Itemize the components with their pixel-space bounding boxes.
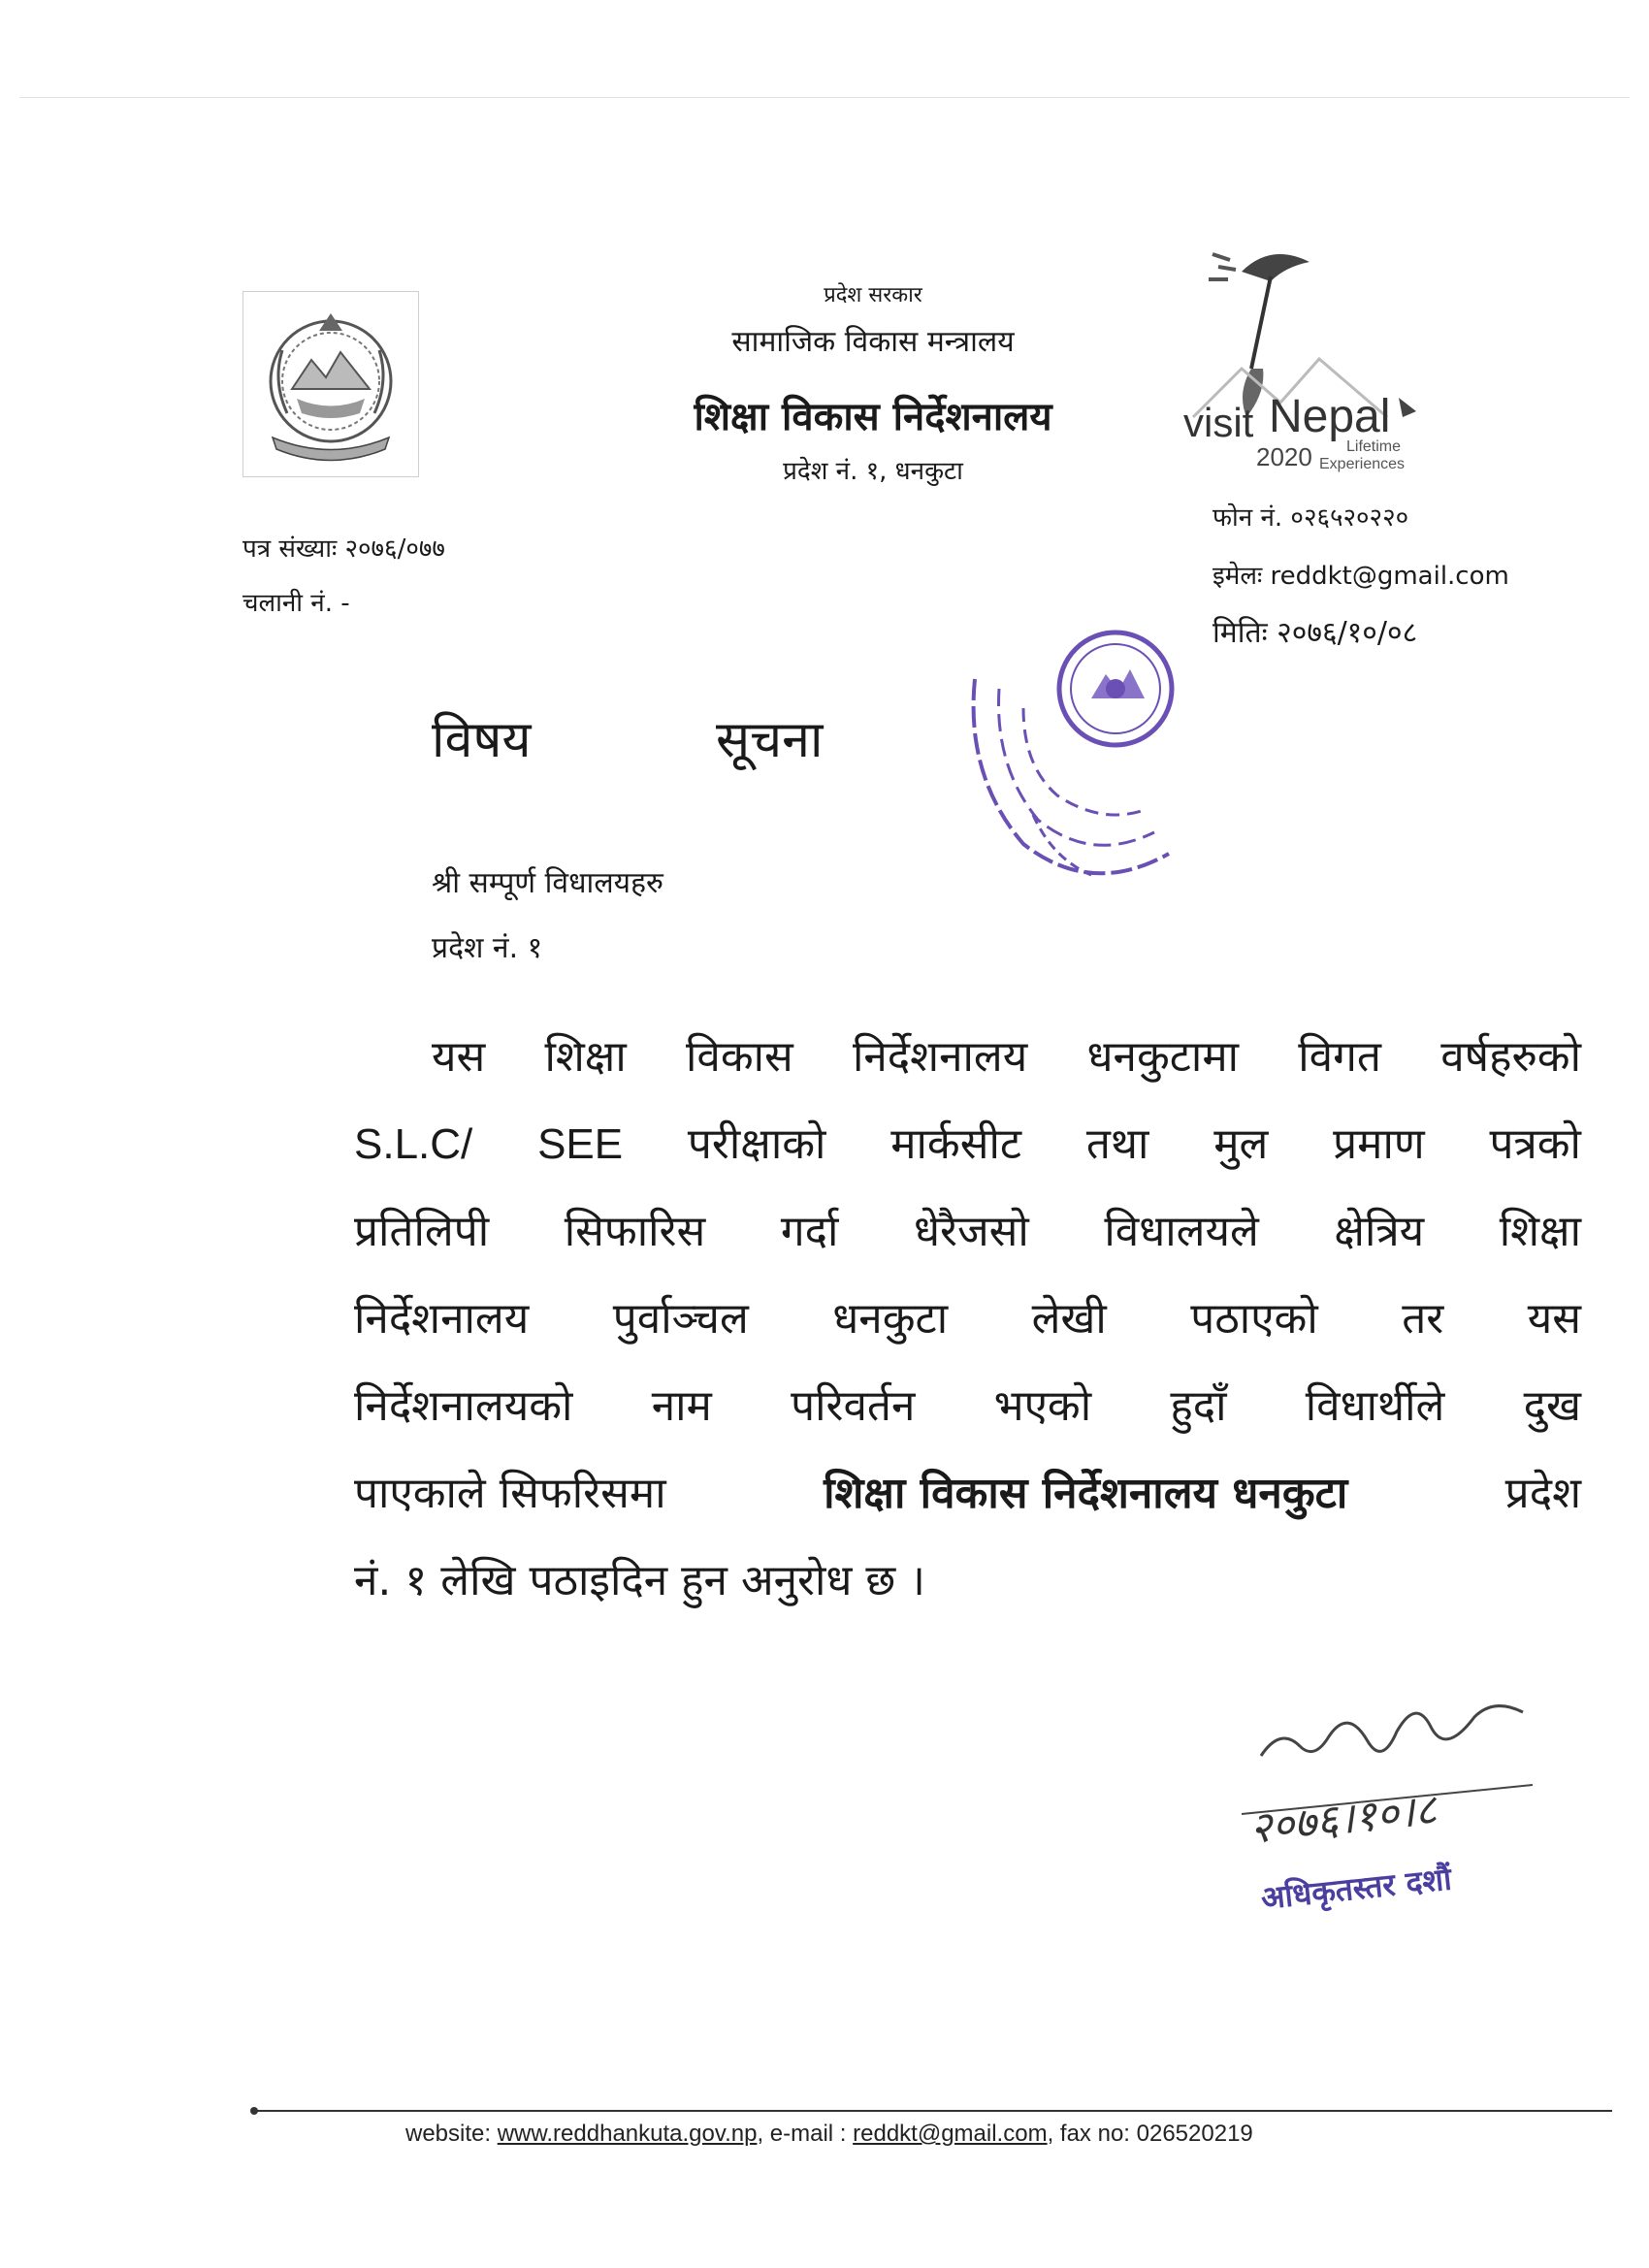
body-word: पत्रको bbox=[1489, 1119, 1581, 1169]
body-word: मार्कसीट bbox=[890, 1119, 1022, 1169]
body-word: विगत bbox=[1298, 1032, 1381, 1082]
header-ministry: सामाजिक विकास मन्त्रालय bbox=[731, 325, 1015, 359]
body-text-end: प्रदेश bbox=[1504, 1469, 1581, 1518]
body-line-5 bbox=[354, 1363, 1581, 1450]
addressee-line1: श्री सम्पूर्ण विधालयहरु bbox=[432, 866, 663, 900]
body-word: मुल bbox=[1213, 1119, 1269, 1169]
body-word: पठाएको bbox=[1190, 1294, 1318, 1344]
body-word: विधार्थीले bbox=[1305, 1381, 1445, 1431]
body-line-3 bbox=[354, 1188, 1581, 1276]
body-word: SEE bbox=[537, 1120, 624, 1168]
email-address: इमेलः reddkt@gmail.com bbox=[1212, 562, 1509, 591]
body-word: निर्देशनालय bbox=[852, 1032, 1028, 1082]
signatory-designation: अधिकृतस्तर दशौं bbox=[1259, 1860, 1454, 1917]
body-text-closing: नं. १ लेखि पठाइदिन हुन अनुरोध छ । bbox=[354, 1556, 925, 1605]
addressee-line2: प्रदेश नं. १ bbox=[432, 931, 543, 965]
body-word: यस bbox=[432, 1032, 486, 1082]
body-word: शिक्षा bbox=[544, 1032, 627, 1082]
handwritten-signature bbox=[1222, 1688, 1552, 1863]
website-label: website: bbox=[405, 2121, 492, 2147]
header-directorate: शिक्षा विकास निर्देशनालय bbox=[694, 395, 1052, 439]
body-word: तथा bbox=[1085, 1119, 1149, 1169]
body-word: धेरैजसो bbox=[913, 1207, 1029, 1256]
letter-date: मितिः २०७६/१०/०८ bbox=[1212, 616, 1418, 650]
email-link[interactable]: reddkt@gmail.com bbox=[853, 2121, 1048, 2147]
body-word: क्षेत्रिय bbox=[1334, 1207, 1425, 1256]
visit-text: visit bbox=[1183, 400, 1254, 445]
body-word: शिक्षा bbox=[1499, 1207, 1581, 1256]
body-word: S.L.C/ bbox=[354, 1120, 473, 1168]
body-line-1 bbox=[354, 1014, 1581, 1101]
subject-label: विषय bbox=[432, 711, 532, 769]
body-word: विकास bbox=[685, 1032, 793, 1082]
email-label: , e-mail : bbox=[757, 2121, 847, 2147]
body-word: धनकुटा bbox=[832, 1294, 949, 1344]
body-word: पुर्वाञ्चल bbox=[612, 1294, 749, 1344]
body-word: दुख bbox=[1523, 1381, 1581, 1431]
body-word: सिफारिस bbox=[564, 1207, 706, 1256]
body-word: धनकुटामा bbox=[1086, 1032, 1240, 1082]
body-word: विधालयले bbox=[1104, 1207, 1259, 1256]
footer-contact bbox=[405, 2121, 1253, 2148]
notice-body bbox=[354, 1014, 1581, 1625]
body-word: गर्दा bbox=[780, 1207, 839, 1256]
body-line-4 bbox=[354, 1276, 1581, 1363]
body-word: यस bbox=[1527, 1294, 1581, 1344]
body-word: हुदाँ bbox=[1170, 1381, 1227, 1431]
dispatch-number: चलानी नं. - bbox=[242, 589, 350, 618]
header-province-government: प्रदेश सरकार bbox=[824, 283, 922, 308]
tagline2-text: Experiences bbox=[1319, 456, 1406, 472]
body-word: लेखी bbox=[1031, 1294, 1107, 1344]
body-line-7 bbox=[354, 1538, 1581, 1625]
tagline1-text: Lifetime bbox=[1346, 438, 1402, 455]
signature-date: २०७६।१०।८ bbox=[1246, 1784, 1439, 1854]
body-word: निर्देशनालय bbox=[354, 1294, 530, 1344]
body-word: परीक्षाको bbox=[687, 1119, 826, 1169]
year-text: 2020 bbox=[1256, 442, 1312, 471]
body-word: प्रतिलिपी bbox=[354, 1207, 490, 1256]
body-line-2 bbox=[354, 1101, 1581, 1188]
body-word: भएको bbox=[993, 1381, 1092, 1431]
nepal-emblem-icon bbox=[242, 291, 419, 477]
body-word: प्रमाण bbox=[1333, 1119, 1425, 1169]
body-line-6 bbox=[354, 1450, 1581, 1538]
fax-number: , fax no: 026520219 bbox=[1047, 2121, 1253, 2147]
header-location: प्रदेश नं. १, धनकुटा bbox=[783, 457, 963, 486]
body-word: निर्देशनालयको bbox=[354, 1381, 573, 1431]
body-text-bold: शिक्षा विकास निर्देशनालय धनकुटा bbox=[824, 1469, 1348, 1518]
body-text-start: पाएकाले सिफरिसमा bbox=[354, 1469, 666, 1518]
phone-number: फोन नं. ०२६५२०२२० bbox=[1212, 503, 1409, 533]
website-link[interactable]: www.reddhankuta.gov.np bbox=[497, 2121, 758, 2147]
body-word: तर bbox=[1402, 1294, 1444, 1344]
body-word: परिवर्तन bbox=[791, 1381, 916, 1431]
body-word: नाम bbox=[651, 1381, 712, 1431]
visit-nepal-logo-icon bbox=[1174, 223, 1455, 485]
footer-rule bbox=[254, 2110, 1612, 2112]
official-stamp-icon bbox=[946, 621, 1227, 912]
reference-number: पत्र संख्याः २०७६/०७७ bbox=[242, 535, 445, 564]
body-word: वर्षहरुको bbox=[1440, 1032, 1581, 1082]
top-rule bbox=[19, 97, 1630, 98]
subject-value: सूचना bbox=[716, 711, 824, 769]
nepal-text: Nepal bbox=[1269, 391, 1391, 442]
